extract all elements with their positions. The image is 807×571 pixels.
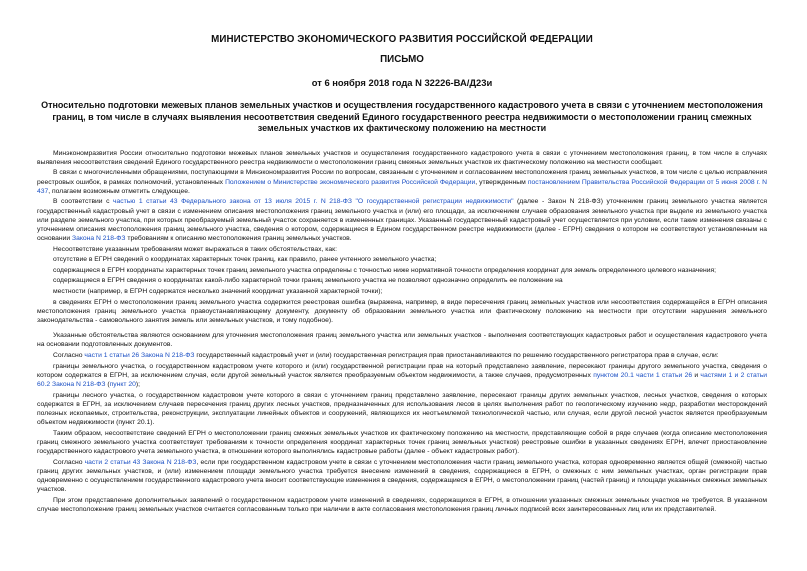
article-60-2-link[interactable]: частями 1 и 2 статьи 60.2 Закона N 218-ФЗ [37, 371, 767, 389]
paragraph: в сведениях ЕГРН о местоположении границ земельного участка содержится реестровая ошибка (выражена, например, в виде пересечения границ земельных участков или несоответствия содержащейся в ЕГРН описания местоположения границ земельного участка правоустанавливающему документу, документу об образовании земельного участка или фактическому положению на местности при отсутствии нарушения земельного законодательства - самовольного занятия земель или земельных участков, и тому подобное). [37, 298, 767, 325]
paragraph-text: Согласно [53, 458, 85, 466]
paragraph: границы лесного участка, о государственном кадастровом учете которого в связи с уточнением границ представлено заявление, пересекают границы других земельных участков, лесных участков, сведения о которых содержатся в ЕГРН, за исключением случаев пересечения границ других лесных участков, предназначенных для использования лесов в целях выполнения работ по геологическому изучению недр, разработки месторождений полезных ископаемых, строительства, реконструкции, эксплуатации линейных объектов и сооружений, являющихся их неотъемлемой технологической частью, или случая, если другой лесной участок является преобразуемым объектом недвижимости (пункт 20.1). [37, 391, 767, 427]
paragraph: отсутствие в ЕГРН сведений о координатах характерных точек границ, как правило, ранее учтенного земельного участка; [53, 256, 437, 264]
paragraph [37, 458, 767, 495]
paragraph-text: и [692, 371, 701, 379]
document-type: ПИСЬМО [380, 54, 424, 65]
ministry-title: МИНИСТЕРСТВО ЭКОНОМИЧЕСКОГО РАЗВИТИЯ РОССИЙСКОЙ ФЕДЕРАЦИИ [211, 34, 593, 45]
paragraph [37, 362, 767, 390]
regulation-link[interactable]: Положением о Министерстве экономического развития Российской Федерации [225, 178, 476, 186]
law-218-article-43-part-2-link[interactable]: части 2 статьи 43 Закона N 218-ФЗ [84, 458, 197, 466]
paragraph: содержащиеся в ЕГРН сведения о координатах какой-либо характерной точки границ земельного участка не позволяют однозначно определить ее положение на [53, 277, 563, 285]
paragraph-text: (далее - Закон N 218-ФЗ) уточнением границ земельного участка является государственный кадастровый учет в связи с изменением описания местоположения границ земельного участка и (или) его площади, за исключением случаев образования земельного участка при выделе из земельного участка или разделе земельного участка, при которых преобразуемый земельный участок сохраняется в измененных границах. Указанный государственный кадастровый учет осуществляется при условии, если такие изменения связаны с уточнением описания местоположения границ земельного участка, сведения о котором, содержащиеся в Едином государственном реестре недвижимости (далее - ЕГРН) сведения о котором не соответствуют установленным на основании [37, 198, 767, 243]
paragraph-text: , утвержденным [475, 178, 528, 186]
paragraph [37, 168, 767, 196]
paragraph: местности (например, в ЕГРН содержатся несколько значений координат указанной характерной точки); [53, 288, 383, 296]
document-body [37, 149, 767, 515]
paragraph-text: В связи с многочисленными обращениями, поступающими в Минэкономразвития России по вопросам, связанным с уточнением и согласованием местоположения границ земельных участков, в том числе с целью исправления реестровых ошибок, в рамках полномочий, установленных [37, 169, 767, 186]
paragraph: Указанные обстоятельства являются основанием для уточнения местоположения границ земельного участка или земельных участков - выполнения соответствующих кадастровых работ и осуществления кадастрового учета на основании подготовленных документов. [37, 332, 767, 349]
document-date-number: от 6 ноября 2018 года N 32226-ВА/Д23и [311, 77, 493, 88]
law-218-article-26-link[interactable]: части 1 статьи 26 Закона N 218-ФЗ [84, 352, 195, 360]
paragraph: При этом представление дополнительных заявлений о государственном кадастровом учете изменений в сведениях, содержащихся в ЕГРН, в отношении указанных смежных земельных участков не требуется. В указанном случае местоположение границ земельных участков считается согласованным только при наличии в акте согласования местоположения границ личных подписей всех заинтересованных лиц или их представителей. [37, 497, 767, 514]
paragraph-text: , если при государственном кадастровом учете в связи с уточнением местоположения части границ земельного участка, которая одновременно является общей (смежной) частью границ других земельных участков, и (или) изменением площади земельного участка требуется внесение изменений в сведения, содержащиеся в ЕГРН, о смежных с ним земельных участках, орган регистрации прав одновременно с осуществлением государственного кадастрового учета вносит соответствующие изменения в сведения, содержащиеся в ЕГРН, о местоположении границ (частей границ) и площади указанных смежных земельных участков. [37, 458, 768, 494]
paragraph-text: границы земельного участка, о государственном кадастровом учете которого и (или) государственной регистрации прав на который представлено заявление, пересекают границы другого земельного участка, сведения о котором содержатся в ЕГРН, за исключением случая, если другой земельный участок является преобразуемым объектом недвижимости, а также случаев, предусмотренных [37, 362, 767, 379]
paragraph-text: , полагаем возможным отметить следующее. [48, 187, 190, 195]
paragraph-text: ); [135, 381, 140, 389]
government-decree-link[interactable]: постановлением Правительства Российской Федерации от 5 июня 2008 г. N 437 [37, 178, 767, 195]
law-218-link[interactable]: Закона N 218-ФЗ [72, 235, 126, 243]
point-20-link[interactable]: пункт 20 [109, 381, 136, 389]
law-218-article-43-link[interactable]: частью 1 статьи 43 Федерального закона от 13 июля 2015 г. N 218-ФЗ "О государственной регистрации недвижимости" [113, 198, 514, 206]
article-26-point-20-1-link[interactable]: пунктом 20.1 части 1 статьи 26 [593, 371, 693, 379]
paragraph [37, 351, 767, 360]
paragraph-text: требованиям к описанию местоположения границ земельных участков. [125, 235, 352, 243]
paragraph: содержащиеся в ЕГРН координаты характерных точек границ земельного участка определены с точностью ниже нормативной точности определения координат для земель определенного целевого назначения; [53, 266, 716, 274]
paragraph-text: В соответствии с [53, 198, 114, 206]
paragraph: Несоответствие указанным требованиям может выражаться в таких обстоятельствах, как: [53, 245, 337, 253]
paragraph: Таким образом, несоответствие сведений ЕГРН о местоположении границ смежных земельных участков их фактическому положению на местности, представляющие собой в ряде случаев (когда описание местоположения границ смежного земельного участка соответствует требованиям к точности определения координат характерных точек границ земельных участков) реестровые ошибки в указанных сведениях ЕГРН, влечет приостановление государственного кадастрового учета земельного участка, в отношении которого выполнялись кадастровые работы (далее - объект кадастровых работ). [37, 429, 767, 456]
document-subject: Относительно подготовки межевых планов земельных участков и осуществления государственного кадастрового учета в связи с уточнением местоположения границ, в том числе в случаях выявления несоответствия сведений Единого государственного реестра недвижимости о местоположении границ смежных земельных участков их фактическому положению на местности [41, 100, 763, 133]
paragraph-text: Согласно [53, 352, 85, 360]
paragraph: Минэкономразвития России относительно подготовки межевых планов земельных участков и осуществления государственного кадастрового учета в связи с уточнением местоположения границ, в том числе в случаях выявления несоответствия сведений Единого государственного реестра недвижимости о местоположении границ смежных земельных участков их фактическому положению на местности сообщает. [37, 149, 767, 166]
paragraph-text: государственный кадастровый учет и (или) государственная регистрация прав приостанавливаются по решению государственного регистратора прав в случае, если: [194, 352, 719, 360]
paragraph [37, 197, 767, 243]
paragraph-text: ( [105, 381, 110, 389]
